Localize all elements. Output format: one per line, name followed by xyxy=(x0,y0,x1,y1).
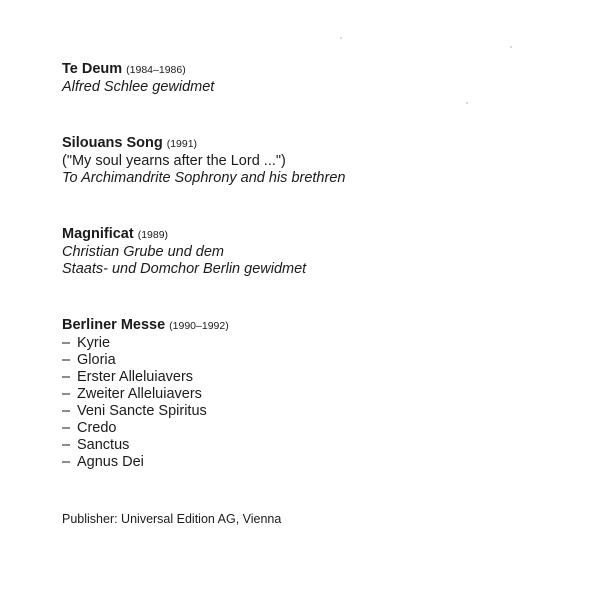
dedication: Alfred Schlee gewidmet xyxy=(62,79,215,95)
scan-speck xyxy=(466,102,468,104)
work-years: (1991) xyxy=(166,138,198,150)
work-berliner-messe xyxy=(62,317,229,471)
dedication-line-2: Staats- und Domchor Berlin gewidmet xyxy=(62,261,307,277)
publisher-credit: Publisher: Universal Edition AG, Vienna xyxy=(62,512,282,526)
movement-name: Sanctus xyxy=(77,437,130,453)
work-te-deum xyxy=(62,61,214,96)
work-years: (1990–1992) xyxy=(169,320,229,332)
movement-name: Erster Alleluiavers xyxy=(77,369,194,385)
movement-list xyxy=(62,335,229,471)
movement-item xyxy=(62,454,229,471)
movement-dash: – xyxy=(62,386,71,402)
movement-dash: – xyxy=(62,335,71,351)
movement-name: Zweiter Alleluiavers xyxy=(77,386,202,402)
movement-dash: – xyxy=(62,437,71,453)
movement-item xyxy=(62,335,229,352)
movement-item xyxy=(62,386,229,403)
work-years: (1989) xyxy=(137,229,169,241)
movement-item xyxy=(62,352,229,369)
movement-name: Gloria xyxy=(77,352,116,368)
movement-dash: – xyxy=(62,369,71,385)
movement-dash: – xyxy=(62,454,71,470)
movement-item xyxy=(62,403,229,420)
work-heading xyxy=(62,226,306,244)
movement-item xyxy=(62,420,229,437)
work-years: (1984–1986) xyxy=(126,64,186,76)
movement-item xyxy=(62,369,229,386)
movement-name: Veni Sancte Spiritus xyxy=(77,403,207,419)
dedication-line-1: Christian Grube und dem xyxy=(62,244,224,260)
work-title: Te Deum xyxy=(62,61,123,77)
movement-name: Credo xyxy=(77,420,117,436)
movement-name: Kyrie xyxy=(77,335,111,351)
work-magnificat xyxy=(62,226,306,278)
work-title: Berliner Messe xyxy=(62,317,166,333)
movement-dash: – xyxy=(62,403,71,419)
work-title: Magnificat xyxy=(62,226,134,242)
movement-dash: – xyxy=(62,352,71,368)
movement-item xyxy=(62,437,229,454)
work-title: Silouans Song xyxy=(62,135,163,151)
scan-speck xyxy=(510,46,512,48)
movement-name: Agnus Dei xyxy=(77,454,144,470)
movement-dash: – xyxy=(62,420,71,436)
dedication: To Archimandrite Sophrony and his brethren xyxy=(62,170,346,186)
work-heading xyxy=(62,61,214,79)
work-heading xyxy=(62,135,345,153)
scan-speck xyxy=(340,37,342,39)
work-silouans-song xyxy=(62,135,345,187)
work-subtitle: ("My soul yearns after the Lord ...") xyxy=(62,153,286,169)
work-heading xyxy=(62,317,229,335)
